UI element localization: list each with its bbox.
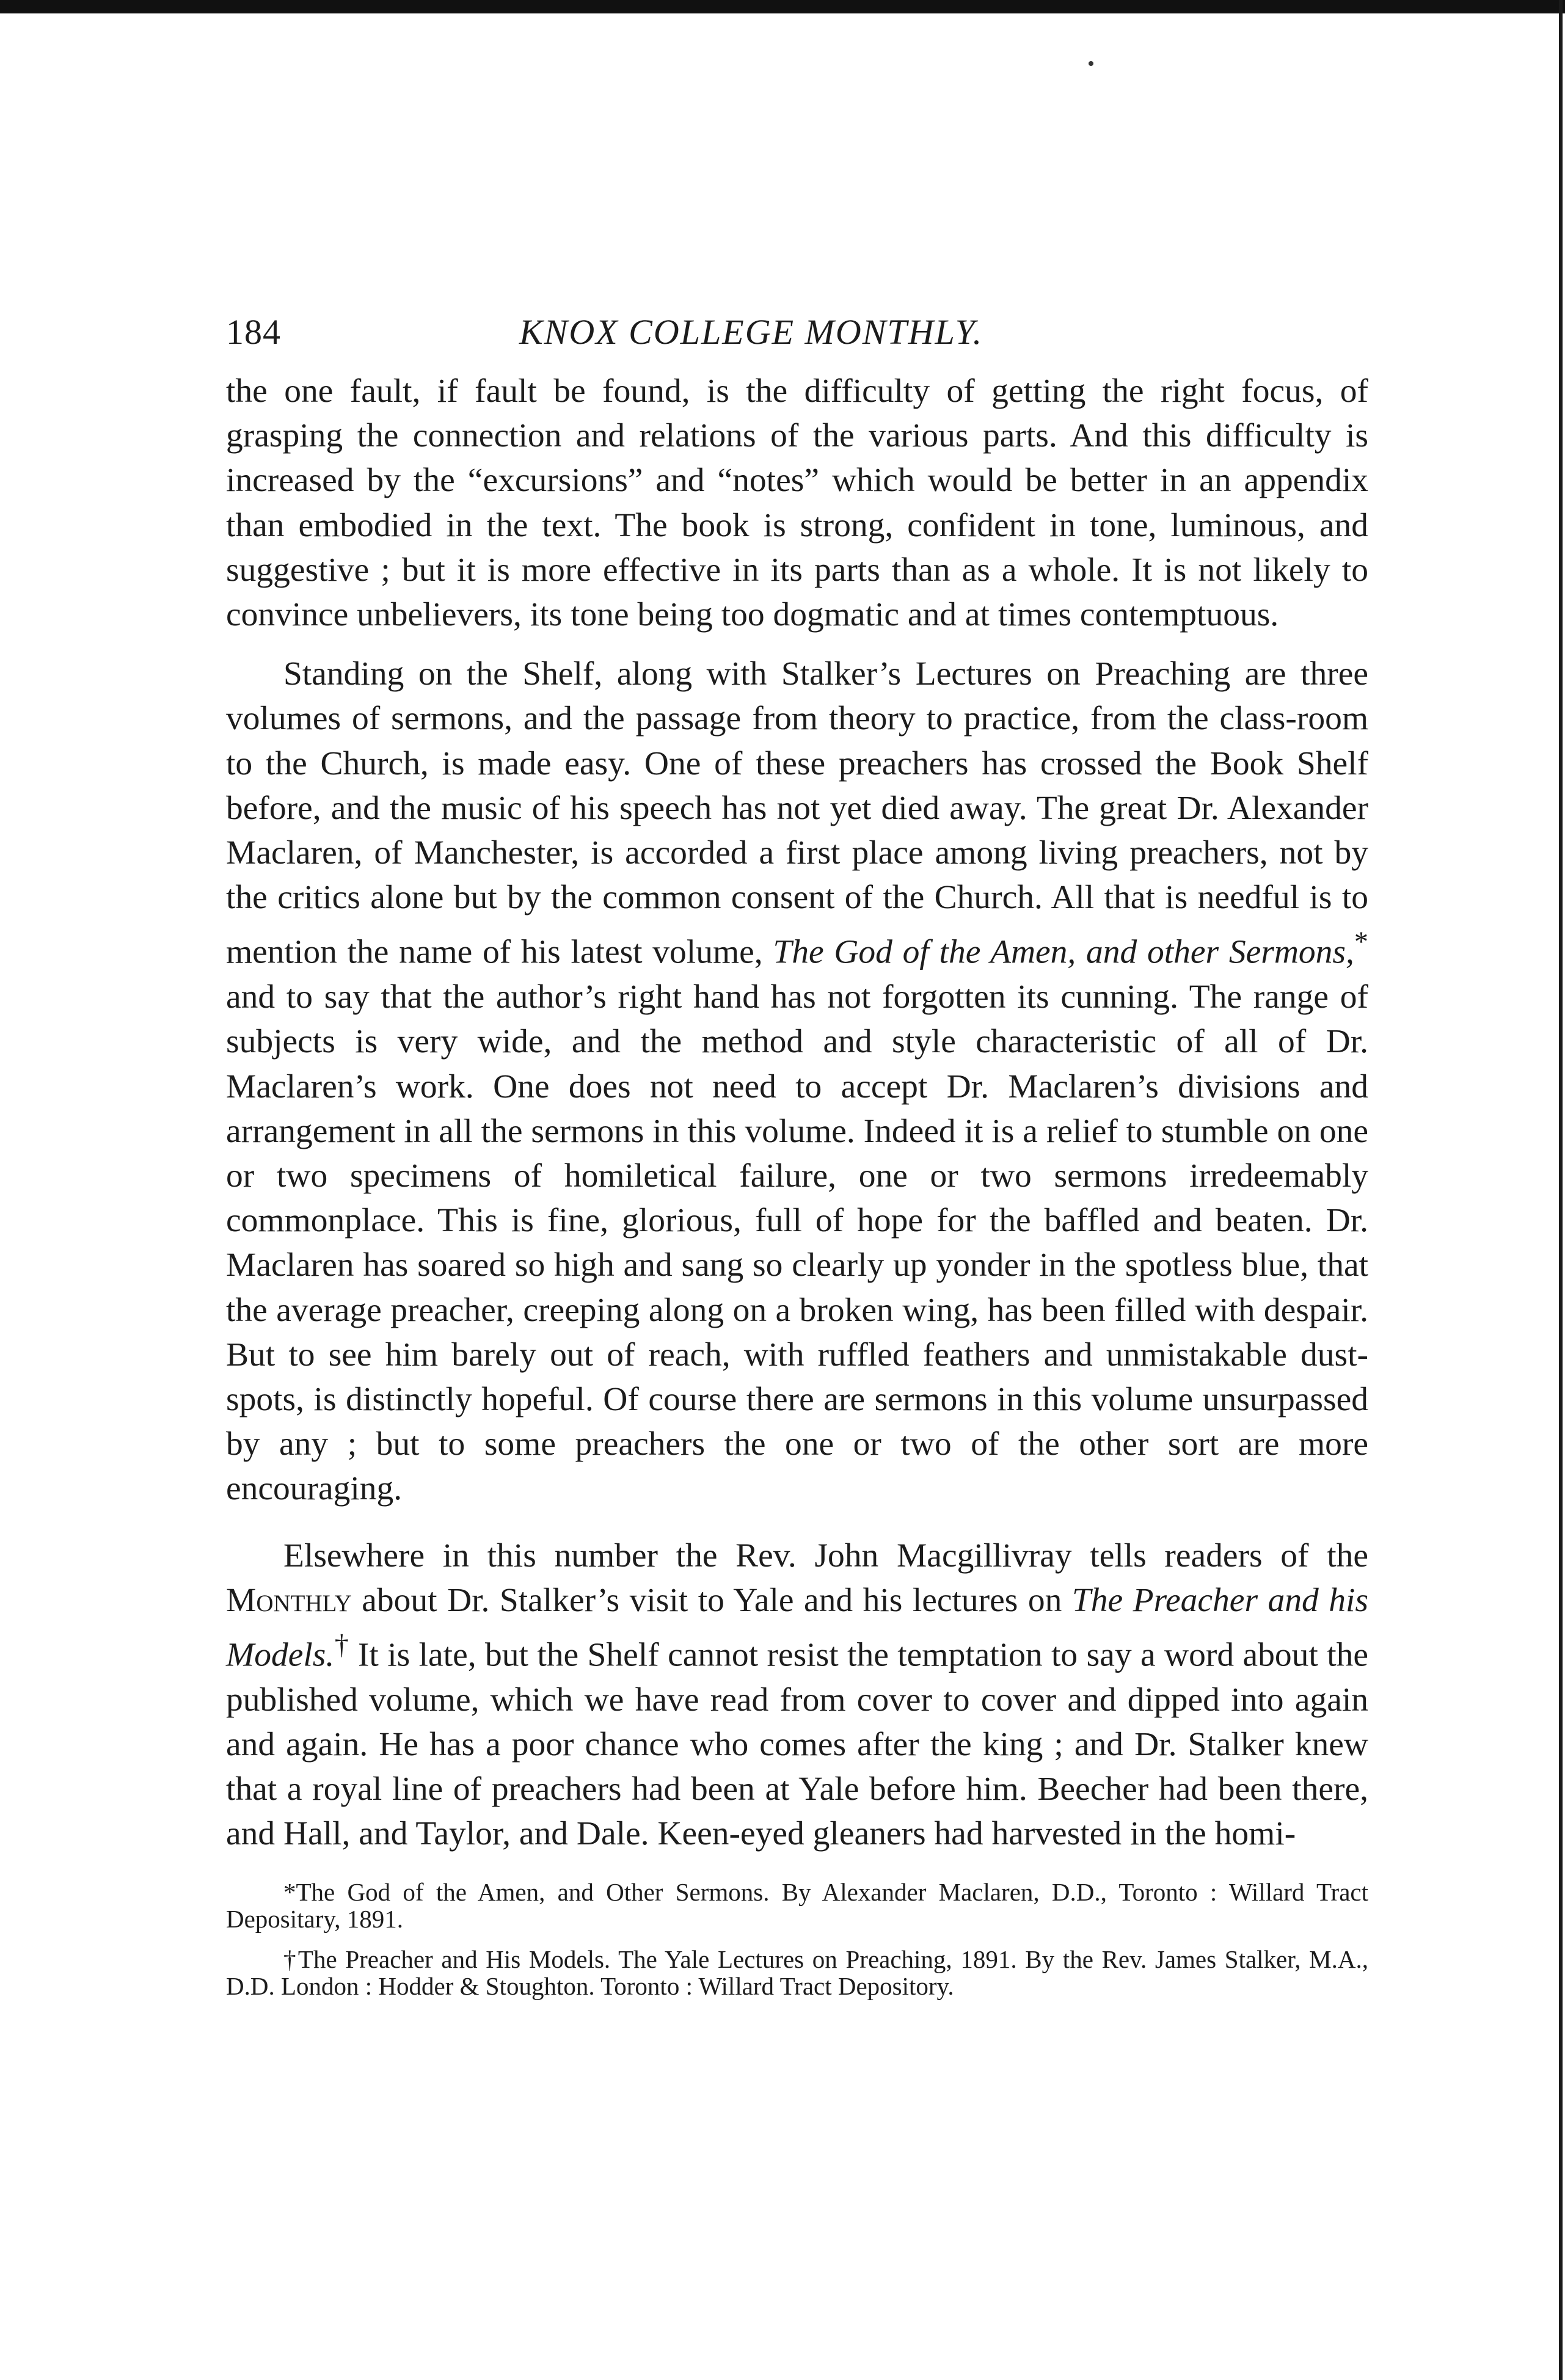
top-border-rule [0, 0, 1565, 13]
ink-speck [1089, 61, 1093, 66]
paragraph-maclaren [226, 652, 1368, 1511]
paragraph-stalker [226, 1534, 1368, 1857]
paragraph-text: and to say that the author’s right hand has not forgotten its cunning. The range of subjects is very wide, and the method and style characteristic of all of Dr. Maclaren’s work. One does not need to accept Dr. Maclaren’s divisions and arrangement in all the sermons in this volume. Indeed it is a relief to stumble on one or two specimens of homiletical failure, one or two sermons irredeemably commonplace. This is fine, glorious, full of hope for the baffled and beaten. Dr. Maclaren has soared so high and sang so clearly up yonder in the spotless blue, that the average preacher, creeping along on a broken wing, has been filled with despair. But to see him barely out of reach, with ruffled feathers and unmistakable dust-spots, is distinctly hopeful. Of course there are sermons in this volume unsurpassed by any ; but to some preachers the one or two of the other sort are more encouraging. [226, 978, 1368, 1508]
book-title-god-of-the-amen: The God of the Amen, and other Sermons, [773, 933, 1354, 971]
page-number: 184 [226, 312, 281, 352]
footnote-mark-dagger: † [334, 1629, 349, 1661]
body-text [226, 369, 1368, 1857]
book-title-preacher-and-his-models: The Preacher and his Models. [226, 1581, 1369, 1674]
paragraph-text: It is late, but the Shelf cannot resist the temptation to say a word about the published volume, which we have read from cover to cover and dipped into again and again. He has a poor chance who comes after the king ; and Dr. Stalker knew that a royal line of preachers had been at Yale before him. Beecher had been there, and Hall, and Taylor, and Dale. Keen-eyed gleaners had harvested in the homi- [226, 1636, 1369, 1853]
footnote-mark-asterisk: * [1354, 926, 1368, 958]
paragraph-text: Standing on the Shelf, along with Stalker’s Lectures on Preaching are three volumes of sermons, and the passage from theory to practice, from the class-room to the Church, is made easy. One of these preachers has crossed the Book Shelf before, and the music of his speech has not yet died away. The great Dr. Alexander Maclaren, of Manchester, is accorded a first place among living preachers, not by the critics alone but by the common consent of the Church. All that is needful is to mention the name of his latest volume, [226, 655, 1368, 971]
footnote-god-of-the-amen: *The God of the Amen, and Other Sermons. By Alexander Maclaren, D.D., Toronto : Willard Tract Depositary, 1891. [226, 1877, 1368, 1933]
paragraph-text: about Dr. Stalker’s visit to Yale and his lectures on [362, 1581, 1062, 1619]
journal-title: KNOX COLLEGE MONTHLY. [519, 312, 983, 352]
monthly-name: Monthly [226, 1581, 352, 1619]
paragraph-continuation: the one fault, if fault be found, is the difficulty of getting the right focus, of grasping the connection and relations of the various parts. And this difficulty is increased by the “excursions” and “notes” which would be better in an appendix than embodied in the text. The book is strong, confident in tone, luminous, and suggestive ; but it is more effective in its parts than as a whole. It is not likely to convince unbelievers, its tone being too dogmatic and at times contemptuous. [226, 373, 1368, 634]
footnotes [226, 1879, 1368, 2000]
page-content [226, 305, 1368, 2013]
footnote-preacher-and-his-models: †The Preacher and His Models. The Yale Lectures on Preaching, 1891. By the Rev. James Stalker, M.A., D.D. London : Hodder & Stoughton. Toronto : Willard Tract Depository. [226, 1945, 1368, 2000]
running-head [226, 305, 1368, 354]
paragraph-text: Elsewhere in this number the Rev. John Macgillivray tells readers of the [283, 1537, 1368, 1574]
right-border-rule [1559, 0, 1563, 2380]
